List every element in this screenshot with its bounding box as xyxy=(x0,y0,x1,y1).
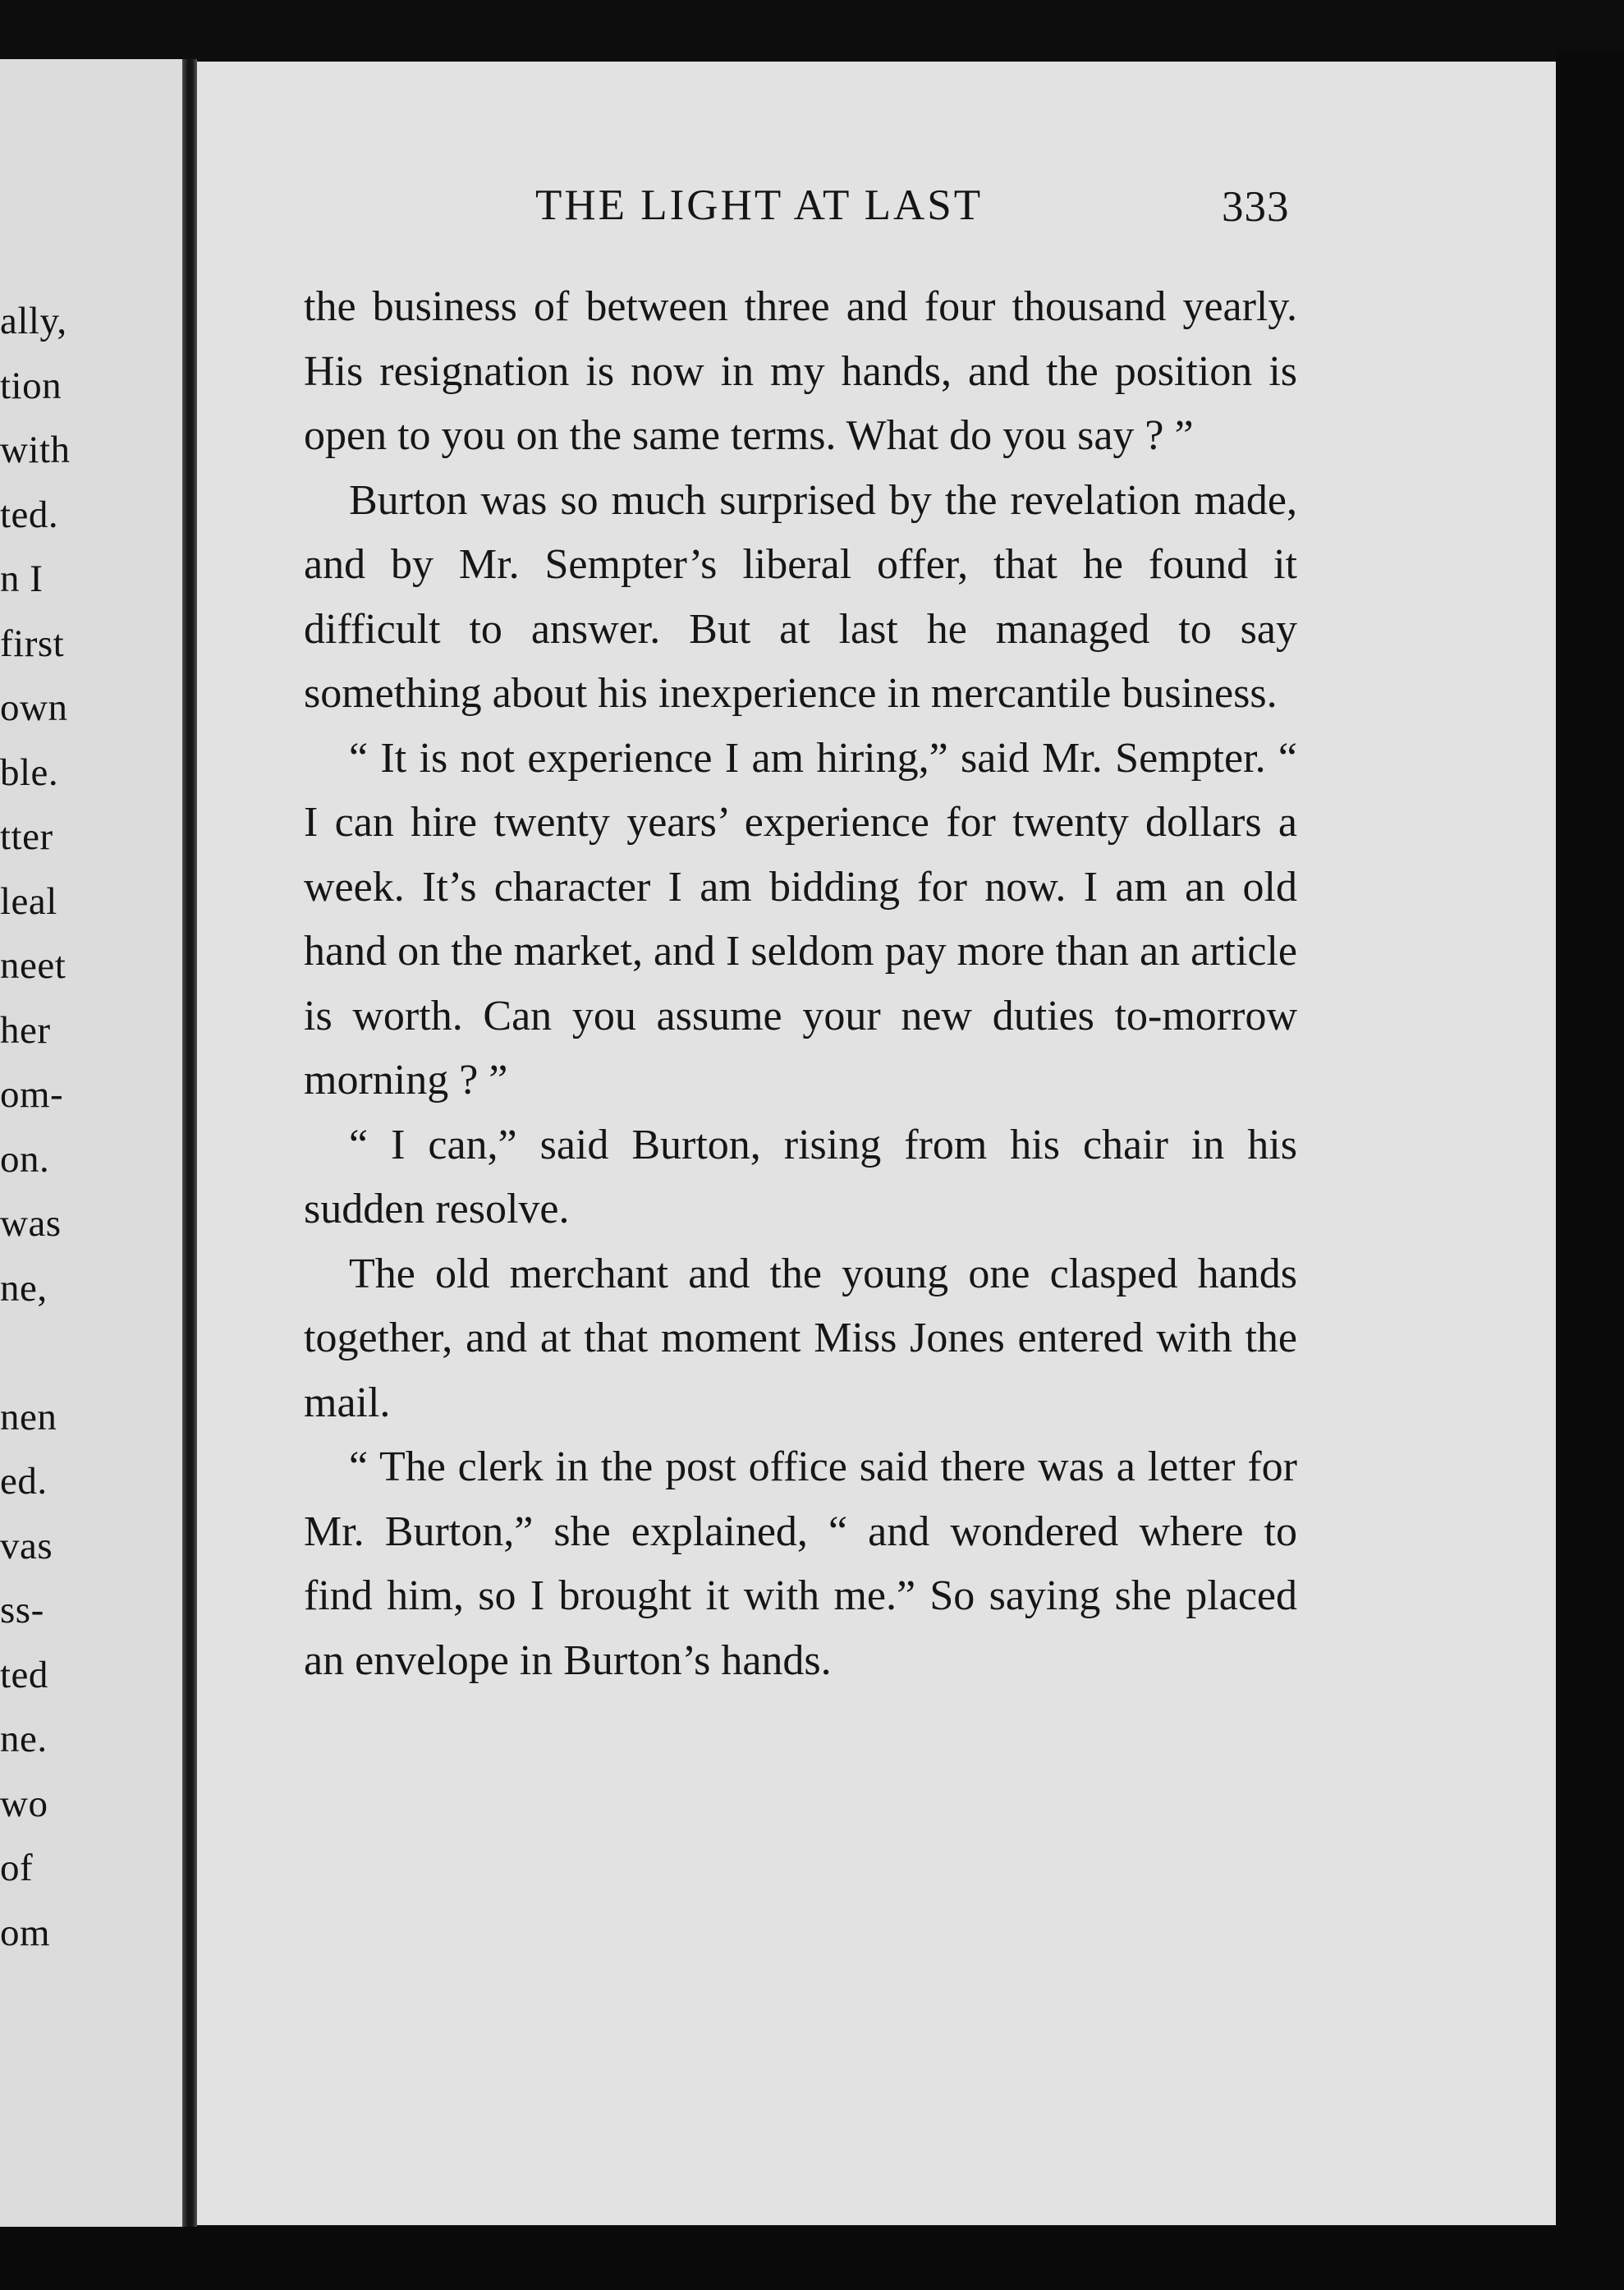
left-line-fragment: om- xyxy=(0,1073,64,1116)
left-line-fragment: tter xyxy=(0,815,53,858)
left-line-fragment: own xyxy=(0,686,68,729)
left-line-fragment: tion xyxy=(0,365,62,407)
left-line-fragment: ne, xyxy=(0,1267,48,1310)
left-line-fragment: wo xyxy=(0,1783,48,1825)
page-number: 333 xyxy=(1222,183,1290,231)
left-line-fragment: of xyxy=(0,1847,34,1889)
page-333 xyxy=(197,62,1556,2225)
left-line-fragment: ted xyxy=(0,1654,48,1696)
left-line-fragment: first xyxy=(0,622,65,665)
left-line-fragment: ted. xyxy=(0,493,59,536)
left-line-fragment: with xyxy=(0,429,71,471)
page-body xyxy=(304,275,1297,1693)
scan-border-right xyxy=(1556,49,1624,2290)
left-line-fragment: n I xyxy=(0,558,44,600)
left-line-fragment: vas xyxy=(0,1525,53,1567)
paragraph: “ The clerk in the post office said there was a letter for Mr. Burton,” she explained, “ and wondered where to find him, so I brought it with me.” So saying she placed an envelope in Burton’s hands. xyxy=(304,1443,1297,1684)
left-line-fragment: nen xyxy=(0,1396,57,1439)
left-line-fragment: om xyxy=(0,1911,51,1954)
left-line-fragment: was xyxy=(0,1202,62,1245)
paragraph: “ It is not experience I am hiring,” said Mr. Sempter. “ I can hire twenty years’ experience for twenty dollars a week. It’s character I am bidding for now. I am an old hand on the market, and I seldom pay more than an article is worth. Can you assume your new duties to-morrow morning ? ” xyxy=(304,734,1298,1104)
paragraph: The old merchant and the young one clasped hands together, and at that moment Miss Jones entered with the mail. xyxy=(304,1250,1297,1426)
left-line-fragment: neet xyxy=(0,944,67,987)
left-line-fragment: ble. xyxy=(0,751,59,794)
left-line-fragment: ed. xyxy=(0,1460,48,1503)
left-line-fragment: ally, xyxy=(0,300,67,342)
left-line-fragment: ne. xyxy=(0,1718,48,1760)
previous-page-edge xyxy=(0,59,182,2227)
running-header xyxy=(197,181,1556,238)
left-line-fragment: her xyxy=(0,1009,51,1052)
paragraph: the business of between three and four thousand yearly. His resignation is now in my hands, and the position is open to you on the same terms. What do you say ? ” xyxy=(304,283,1297,459)
book-gutter xyxy=(182,59,197,2227)
left-line-fragment: leal xyxy=(0,880,57,923)
paragraph: Burton was so much surprised by the revelation made, and by Mr. Sempter’s liberal offer, that he found it difficult to answer. But at last he managed to say something about his inexperience in mercantile business. xyxy=(304,476,1297,717)
paragraph: “ I can,” said Burton, rising from his chair in his sudden resolve. xyxy=(304,1121,1297,1232)
running-title: THE LIGHT AT LAST xyxy=(535,181,984,229)
left-line-fragment: on. xyxy=(0,1138,50,1181)
scan-border-bottom xyxy=(0,2227,1624,2290)
left-line-fragment: ss- xyxy=(0,1589,44,1631)
